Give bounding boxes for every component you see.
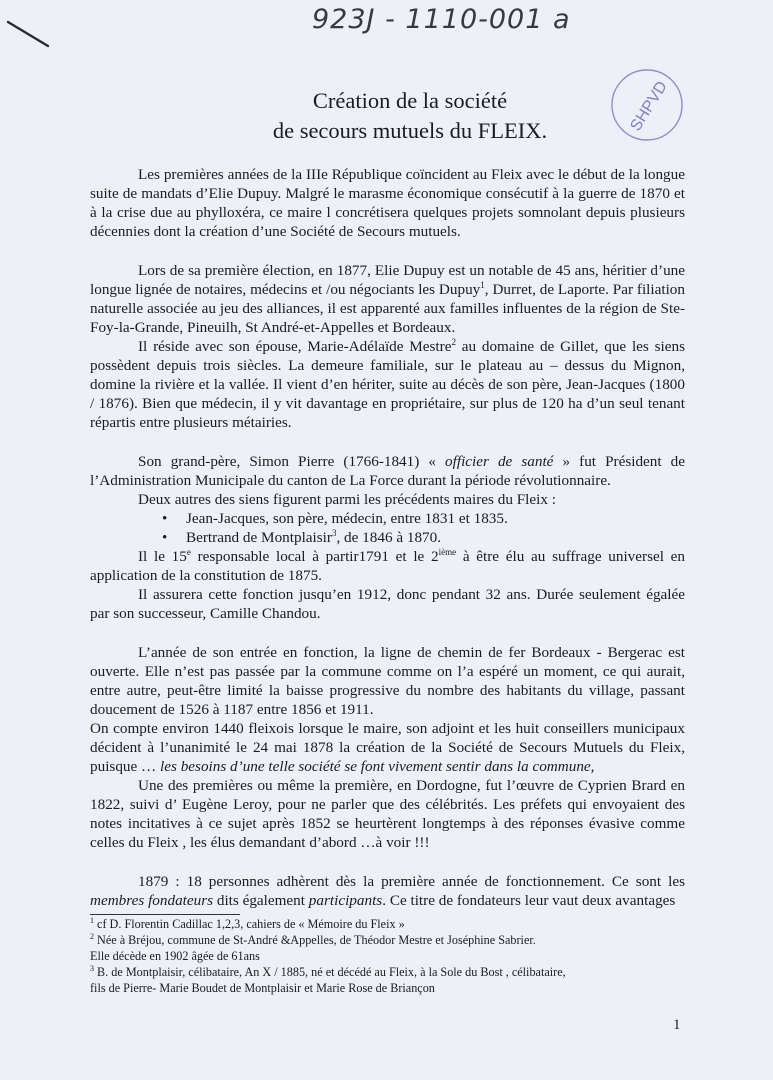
- page-number: 1: [673, 1017, 681, 1033]
- document-body: [90, 165, 685, 910]
- footnote-number: 3: [90, 964, 94, 973]
- paragraph-8: L’année de son entrée en fonction, la ligne de chemin de fer Bordeaux - Bergerac est ouverte. Elle n’est pas passée par la commune comme on l’a espéré un moment, ce qui aurait, entre autre, peut-être limité la baisse progressive du nombre des habitants du village, passant doucement de 1526 à 1187 entre 1856 et 1911.: [90, 644, 685, 718]
- footnote-2-continued: Elle décède en 1902 âgée de 61ans: [90, 949, 260, 963]
- mayors-list: [90, 509, 685, 547]
- footnote-2: [90, 932, 650, 948]
- title-line-1: Création de la société: [312, 88, 508, 113]
- footnote-number: 2: [90, 932, 94, 941]
- paragraph-4-text-cont: » fut Président de l’Administration Municipale du canton de La Force durant la période révolutionnaire.: [90, 453, 685, 489]
- list-item-text: Jean-Jacques, son père, médecin, entre 1831 et 1835.: [186, 510, 508, 527]
- paragraph-2: [90, 261, 685, 337]
- pencil-mark: [4, 18, 54, 52]
- paragraph-10: Une des premières ou même la première, en Dordogne, fut l’œuvre de Cyprien Brard en 1822, suivi d’ Eugène Leroy, pour ne parler que des célébrités. Les préfets qui envoyaient des notes incitatives à ce sujet après 1852 se heurtèrent longtemps à des réponses évasive comme celles du Fleix , les élus demandant d’abord …à voir !!!: [90, 777, 685, 851]
- footnote-3-continued: fils de Pierre- Marie Boudet de Montplaisir et Marie Rose de Briançon: [90, 981, 435, 995]
- paragraph-11-italic-2: participants: [308, 892, 383, 909]
- list-item-text: Bertrand de Montplaisir: [186, 529, 332, 546]
- footnote-number: 1: [90, 916, 94, 925]
- paragraph-9-text: On compte environ 1440 fleixois lorsque le maire, son adjoint et les huit conseillers municipaux décident à l’unanimité le 24 mai 1878 la création de la Société de Secours Mutuels du Fleix, puisque …: [90, 720, 685, 775]
- bullet-icon: •: [162, 529, 168, 546]
- paragraph-11: [90, 872, 685, 910]
- list-item: [90, 509, 685, 528]
- paragraph-1: Les premières années de la IIIe République coïncident au Fleix avec le début de la longue suite de mandats d’Elie Dupuy. Malgré le marasme économique consécutif à la guerre de 1870 et à la crise due au phylloxéra, ce maire l concrétisera quelques projets somnolant depuis plusieurs décennies dont la création d’une Société de Secours mutuels.: [90, 166, 685, 240]
- superscript: ième: [438, 547, 457, 557]
- list-item-text-cont: , de 1846 à 1870.: [336, 529, 442, 546]
- paragraph-3: [90, 337, 685, 432]
- footnote-3: [90, 964, 650, 980]
- paragraph-5: Deux autres des siens figurent parmi les précédents maires du Fleix :: [138, 491, 556, 508]
- archive-reference: 923J - 1110-001 a: [312, 4, 571, 35]
- paragraph-4-text: Son grand-père, Simon Pierre (1766-1841) «: [138, 453, 446, 470]
- paragraph-4: [90, 452, 685, 490]
- footnote-1: [90, 916, 650, 932]
- footnote-text: cf D. Florentin Cadillac 1,2,3, cahiers de « Mémoire du Fleix »: [97, 917, 405, 931]
- paragraph-6-text-cont: responsable local à partir1791 et le 2: [190, 548, 439, 565]
- paragraph-3-text-cont: au domaine de Gillet, que les siens possèdent depuis trois siècles. La demeure familiale, sur le plateau au – dessus du Mignon, domine la rivière et la vallée. Il vient d’en hériter, suite au décès de son père, Jean-Jacques (1800 / 1876). Bien que médecin, il y vit davantage en propriétaire, sur plus de 120 ha d’un seul tenant répartis entre plusieurs métairies.: [90, 338, 685, 431]
- paragraph-2-text: Lors de sa première élection, en 1877, Elie Dupuy est un notable de 45 ans, héritier d’une longue lignée de notaires, médecins et /ou négociants les Dupuy: [90, 262, 685, 298]
- document-title: [200, 86, 620, 146]
- footnote-text: Née à Bréjou, commune de St-André &Appelles, de Théodor Mestre et Joséphine Sabrier.: [97, 933, 536, 947]
- paragraph-11-italic: membres fondateurs: [90, 892, 214, 909]
- paragraph-9: [90, 719, 685, 776]
- paragraph-11-text: 1879 : 18 personnes adhèrent dès la première année de fonctionnement. Ce sont les: [138, 873, 685, 890]
- footnote-ref-1: 1: [480, 280, 485, 290]
- stamp-text: SHPVD: [627, 78, 671, 135]
- paragraph-9-italic: les besoins d’une telle société se font vivement sentir dans la commune,: [160, 758, 595, 775]
- paragraph-2-text-cont: , Durret, de Laporte. Par filiation naturelle associée au jeu des alliances, il est apparenté aux familles influentes de la région de Ste-Foy-la-Grande, Pineuilh, St André-et-Appelles et Bordeaux.: [90, 281, 685, 336]
- footnotes: [90, 916, 650, 996]
- paragraph-11-text-cont: dits également: [213, 892, 309, 909]
- footnote-ref-2: 2: [451, 337, 456, 347]
- list-item: [90, 528, 685, 547]
- bullet-icon: •: [162, 510, 168, 527]
- paragraph-4-italic: officier de santé: [445, 453, 554, 470]
- footnote-ref-3: 3: [331, 528, 337, 538]
- title-line-2: de secours mutuels du FLEIX.: [272, 118, 548, 143]
- paragraph-6-text: Il le 15: [138, 548, 187, 565]
- footnote-divider: [90, 914, 240, 915]
- paragraph-6-text-end: à être élu au suffrage universel en application de la constitution de 1875.: [90, 548, 685, 584]
- paragraph-11-text-end: . Ce titre de fondateurs leur vaut deux avantages: [382, 892, 676, 909]
- paragraph-6: [90, 547, 685, 585]
- superscript: e: [186, 547, 191, 557]
- paragraph-3-text: Il réside avec son épouse, Marie-Adélaïde Mestre: [138, 338, 452, 355]
- paragraph-7: Il assurera cette fonction jusqu’en 1912, donc pendant 32 ans. Durée seulement égalée par son successeur, Camille Chandou.: [90, 586, 685, 622]
- footnote-text: B. de Montplaisir, célibataire, An X / 1885, né et décédé au Fleix, à la Sole du Bost , célibataire,: [97, 965, 566, 979]
